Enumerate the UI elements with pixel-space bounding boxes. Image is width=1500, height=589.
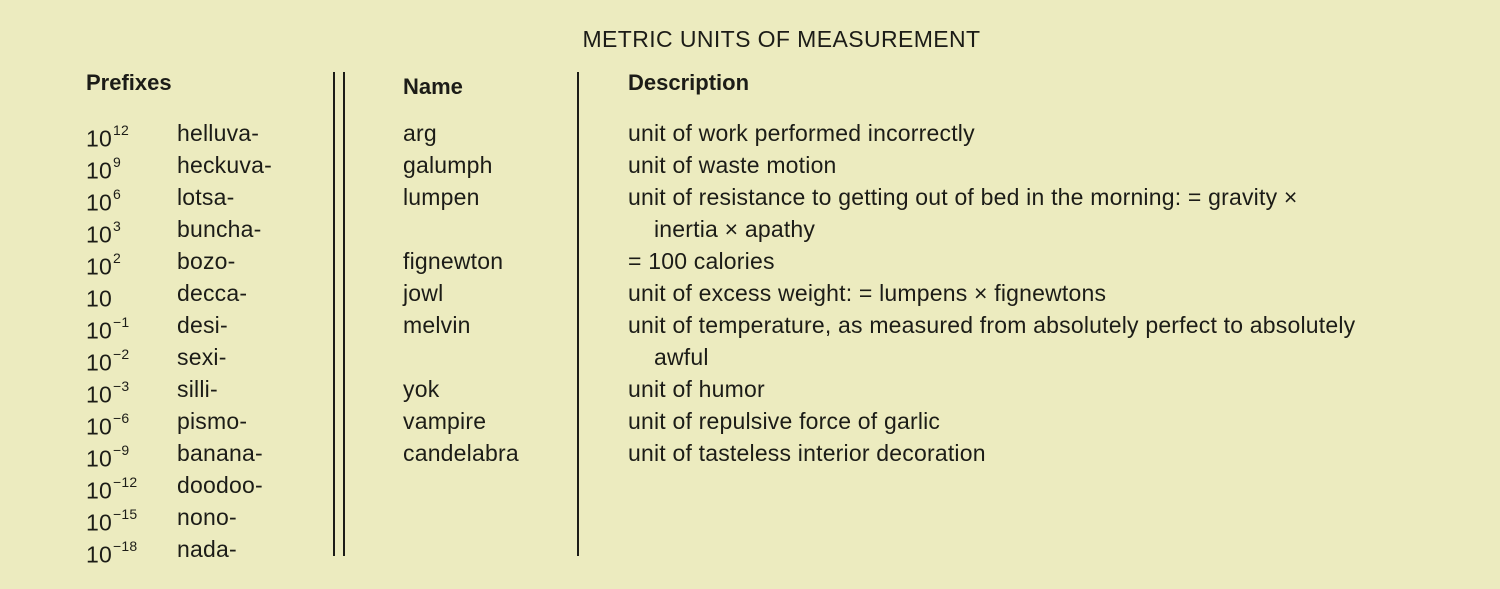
power-of-ten: $10^{-9}$ [86,442,130,472]
unit-description-continued: awful [654,344,709,370]
unit-name: vampire [403,408,487,434]
prefix: bozo- [177,248,236,274]
table-row [0,277,1500,312]
power-of-ten: $10^6$ [86,186,121,216]
power-of-ten: $10^9$ [86,154,121,184]
unit-name: arg [403,120,437,146]
table-row [0,149,1500,184]
power-of-ten: $10^{-12}$ [86,474,138,504]
unit-name: galumph [403,152,493,178]
unit-name: fignewton [403,248,504,274]
exponent: −3 [112,378,130,394]
unit-description-continued: inertia × apathy [654,216,816,242]
unit-description: unit of work performed incorrectly [628,120,975,146]
power-of-ten: $10^{-1}$ [86,314,130,344]
exponent: −2 [112,346,130,362]
table-row [0,117,1500,152]
exponent: −1 [112,314,130,330]
power-of-ten: $10^{-6}$ [86,410,130,440]
table-row [0,405,1500,440]
power-of-ten: $10^{-3}$ [86,378,130,408]
unit-description: = 100 calories [628,248,775,274]
unit-description: unit of tasteless interior decoration [628,440,986,466]
table-row [0,245,1500,280]
unit-description: unit of humor [628,376,765,402]
unit-description: unit of temperature, as measured from absolutely perfect to absolutely [628,312,1356,338]
table-row [0,341,1500,376]
unit-name: candelabra [403,440,519,466]
table-row [0,469,1500,504]
unit-description: unit of resistance to getting out of bed in the morning: = gravity × [628,184,1298,210]
prefix: sexi- [177,344,227,370]
table-row [0,501,1500,536]
power-of-ten: $10^{12}$ [86,122,129,152]
unit-description: unit of excess weight: = lumpens × fignewtons [628,280,1107,306]
power-of-ten: $10^{-18}$ [86,538,138,568]
exponent: −18 [112,538,138,554]
prefix: silli- [177,376,218,402]
power-of-ten: $10^{-2}$ [86,346,130,376]
power-of-ten: 10 [86,285,112,312]
prefix: heckuva- [177,152,272,178]
table-row [0,181,1500,216]
prefix: helluva- [177,120,260,146]
header-description: Description [628,70,750,95]
exponent: −15 [112,506,138,522]
exponent: 3 [112,218,121,234]
header-name: Name [403,74,463,99]
power-of-ten: $10^3$ [86,218,121,248]
prefix: lotsa- [177,184,235,210]
prefix: nono- [177,504,237,530]
power-of-ten: $10^2$ [86,250,121,280]
prefix: pismo- [177,408,248,434]
prefix: banana- [177,440,263,466]
exponent: 12 [112,122,129,138]
exponent: 9 [112,154,121,170]
exponent: 6 [112,186,121,202]
table-row [0,373,1500,408]
prefix: desi- [177,312,228,338]
table-row [0,533,1500,568]
prefix: buncha- [177,216,262,242]
prefix: nada- [177,536,237,562]
table-row [0,213,1500,248]
table-row [0,309,1500,344]
power-of-ten: $10^{-15}$ [86,506,138,536]
unit-description: unit of waste motion [628,152,837,178]
unit-name: yok [403,376,440,402]
unit-name: jowl [403,280,444,306]
table-title: METRIC UNITS OF MEASUREMENT [582,26,981,52]
exponent: −12 [112,474,138,490]
unit-description: unit of repulsive force of garlic [628,408,941,434]
prefix: doodoo- [177,472,263,498]
table-row [0,437,1500,472]
exponent: −9 [112,442,130,458]
unit-name: melvin [403,312,471,338]
header-prefixes: Prefixes [86,70,172,95]
exponent: 2 [112,250,121,266]
prefix: decca- [177,280,248,306]
exponent: −6 [112,410,130,426]
unit-name: lumpen [403,184,480,210]
